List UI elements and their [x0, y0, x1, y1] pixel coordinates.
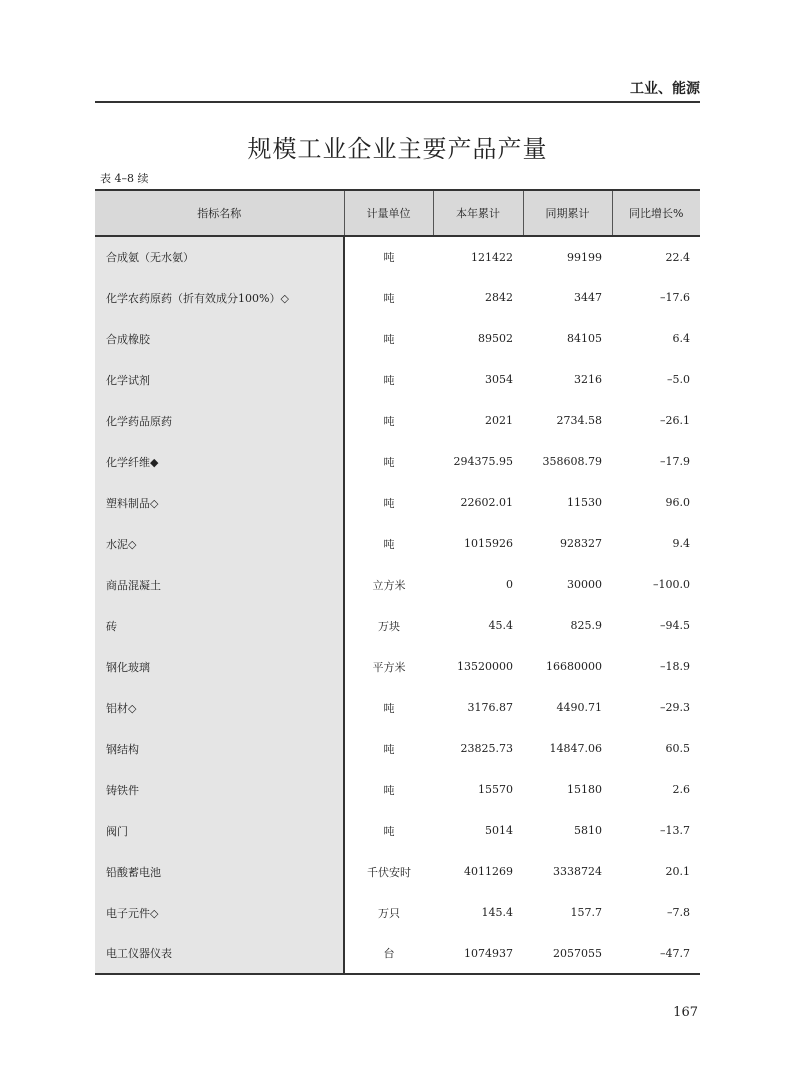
section-header: 工业、能源	[630, 81, 700, 97]
row-yoy-growth-cell: 6.4	[672, 332, 690, 345]
row-yoy-growth-cell: 96.0	[665, 496, 690, 509]
row-current-total-cell: 13520000	[457, 660, 513, 673]
row-unit-cell: 平方米	[372, 660, 406, 674]
row-current-total-cell: 45.4	[488, 619, 513, 632]
column-header-current-total: 本年累计	[433, 190, 523, 236]
row-previous-total-cell: 15180	[567, 783, 602, 796]
row-current-total-cell: 22602.01	[460, 496, 513, 509]
row-current-total-cell: 0	[506, 578, 513, 591]
row-previous-total-cell: 14847.06	[549, 742, 602, 755]
table-row	[95, 277, 700, 318]
row-previous-total-cell: 2734.58	[556, 414, 602, 427]
row-yoy-growth-cell: –29.3	[660, 701, 690, 714]
row-previous-total-cell: 4490.71	[556, 701, 602, 714]
page-number: 167	[673, 1005, 698, 1020]
row-previous-total-cell: 84105	[567, 332, 602, 345]
row-yoy-growth-cell: –17.9	[660, 455, 690, 468]
row-unit-cell: 吨	[383, 373, 395, 387]
row-unit-cell: 吨	[383, 332, 395, 346]
data-table	[95, 189, 700, 975]
row-name-cell: 铸铁件	[95, 769, 344, 810]
row-previous-total-cell: 3216	[574, 373, 602, 386]
row-name-cell: 化学试剂	[95, 359, 344, 400]
row-name-cell: 塑料制品◇	[95, 482, 344, 523]
table-row	[95, 728, 700, 769]
table-row	[95, 769, 700, 810]
row-previous-total-cell: 928327	[560, 537, 602, 550]
row-yoy-growth-cell: –7.8	[667, 906, 690, 919]
row-unit-cell: 吨	[383, 251, 395, 264]
row-current-total-cell: 2842	[485, 291, 513, 304]
table-row	[95, 933, 700, 974]
row-unit-cell: 吨	[383, 455, 395, 469]
row-current-total-cell: 4011269	[464, 865, 513, 878]
row-current-total-cell: 23825.73	[460, 742, 513, 755]
row-unit-cell: 万块	[378, 619, 400, 633]
row-previous-total-cell: 3338724	[553, 865, 602, 878]
page-title: 规模工业企业主要产品产量	[247, 135, 548, 163]
header-rule	[95, 101, 700, 103]
row-yoy-growth-cell: 2.6	[672, 783, 690, 796]
row-unit-cell: 吨	[383, 701, 395, 715]
row-yoy-growth-cell: –94.5	[660, 619, 690, 632]
column-header-previous-total: 同期累计	[523, 190, 612, 236]
row-name-cell: 合成氨（无水氨）	[95, 236, 344, 277]
row-current-total-cell: 3176.87	[467, 701, 513, 714]
column-header-yoy-growth: 同比增长%	[612, 190, 700, 236]
row-unit-cell: 吨	[383, 291, 395, 305]
table-row	[95, 687, 700, 728]
table-row	[95, 646, 700, 687]
row-unit-cell: 吨	[383, 537, 395, 551]
table-row	[95, 482, 700, 523]
row-unit-cell: 台	[344, 933, 433, 974]
row-current-total-cell: 2021	[485, 414, 513, 427]
row-yoy-growth-cell: 20.1	[665, 865, 690, 878]
row-yoy-growth-cell: 22.4	[665, 250, 690, 264]
table-row	[95, 318, 700, 359]
row-yoy-growth-cell: –47.7	[612, 933, 700, 974]
row-previous-total-cell: 2057055	[523, 933, 612, 974]
row-unit-cell: 吨	[383, 414, 395, 428]
table-row	[95, 892, 700, 933]
row-unit-cell: 立方米	[372, 578, 406, 592]
table-header-row	[95, 190, 700, 236]
table-row	[95, 851, 700, 892]
row-name-cell: 电子元件◇	[95, 892, 344, 933]
row-current-total-cell: 1015926	[464, 537, 513, 550]
table-caption: 表 4–8 续	[100, 172, 149, 185]
row-name-cell: 水泥◇	[95, 523, 344, 564]
row-current-total-cell: 294375.95	[453, 455, 513, 468]
table-body	[95, 236, 700, 974]
row-yoy-growth-cell: –17.6	[660, 291, 690, 304]
row-previous-total-cell: 5810	[574, 824, 602, 837]
row-name-cell: 合成橡胶	[95, 318, 344, 359]
row-name-cell: 铝材◇	[95, 687, 344, 728]
row-yoy-growth-cell: –26.1	[660, 414, 690, 427]
row-yoy-growth-cell: –18.9	[660, 660, 690, 673]
table-row	[95, 523, 700, 564]
row-yoy-growth-cell: –100.0	[653, 578, 690, 591]
table-row	[95, 441, 700, 482]
row-name-cell: 电工仪器仪表	[95, 933, 344, 974]
row-current-total-cell: 145.4	[481, 906, 513, 919]
row-previous-total-cell: 3447	[574, 291, 602, 304]
table-row	[95, 564, 700, 605]
row-yoy-growth-cell: 9.4	[672, 537, 690, 550]
row-unit-cell: 吨	[383, 783, 395, 797]
row-name-cell: 铅酸蓄电池	[95, 851, 344, 892]
row-name-cell: 商品混凝土	[95, 564, 344, 605]
row-previous-total-cell: 99199	[567, 250, 602, 264]
row-name-cell: 化学药品原药	[95, 400, 344, 441]
table-row	[95, 400, 700, 441]
column-header-name: 指标名称	[95, 190, 344, 236]
row-previous-total-cell: 11530	[567, 496, 602, 509]
row-unit-cell: 吨	[383, 496, 395, 510]
row-unit-cell: 吨	[383, 824, 395, 838]
row-name-cell: 钢化玻璃	[95, 646, 344, 687]
row-yoy-growth-cell: 60.5	[665, 742, 690, 755]
row-previous-total-cell: 157.7	[570, 906, 602, 919]
row-name-cell: 阀门	[95, 810, 344, 851]
row-current-total-cell: 89502	[478, 332, 513, 345]
table-row	[95, 359, 700, 400]
table-row	[95, 236, 700, 277]
row-current-total-cell: 15570	[478, 783, 513, 796]
table-row	[95, 605, 700, 646]
row-name-cell: 钢结构	[95, 728, 344, 769]
row-unit-cell: 吨	[383, 742, 395, 756]
column-header-unit: 计量单位	[344, 190, 433, 236]
table-row	[95, 810, 700, 851]
row-previous-total-cell: 16680000	[546, 660, 602, 673]
row-name-cell: 化学纤维◆	[95, 441, 344, 482]
row-name-cell: 化学农药原药（折有效成分100%）◇	[95, 277, 344, 318]
row-current-total-cell: 1074937	[433, 933, 523, 974]
row-current-total-cell: 5014	[485, 824, 513, 837]
row-previous-total-cell: 30000	[567, 578, 602, 591]
row-yoy-growth-cell: –13.7	[660, 824, 690, 837]
row-unit-cell: 万只	[378, 906, 400, 920]
row-previous-total-cell: 825.9	[570, 619, 602, 632]
row-yoy-growth-cell: –5.0	[667, 373, 690, 386]
row-current-total-cell: 3054	[485, 373, 513, 386]
row-current-total-cell: 121422	[471, 250, 513, 264]
row-previous-total-cell: 358608.79	[542, 455, 602, 468]
row-unit-cell: 千伏安时	[367, 865, 411, 879]
row-name-cell: 砖	[95, 605, 344, 646]
